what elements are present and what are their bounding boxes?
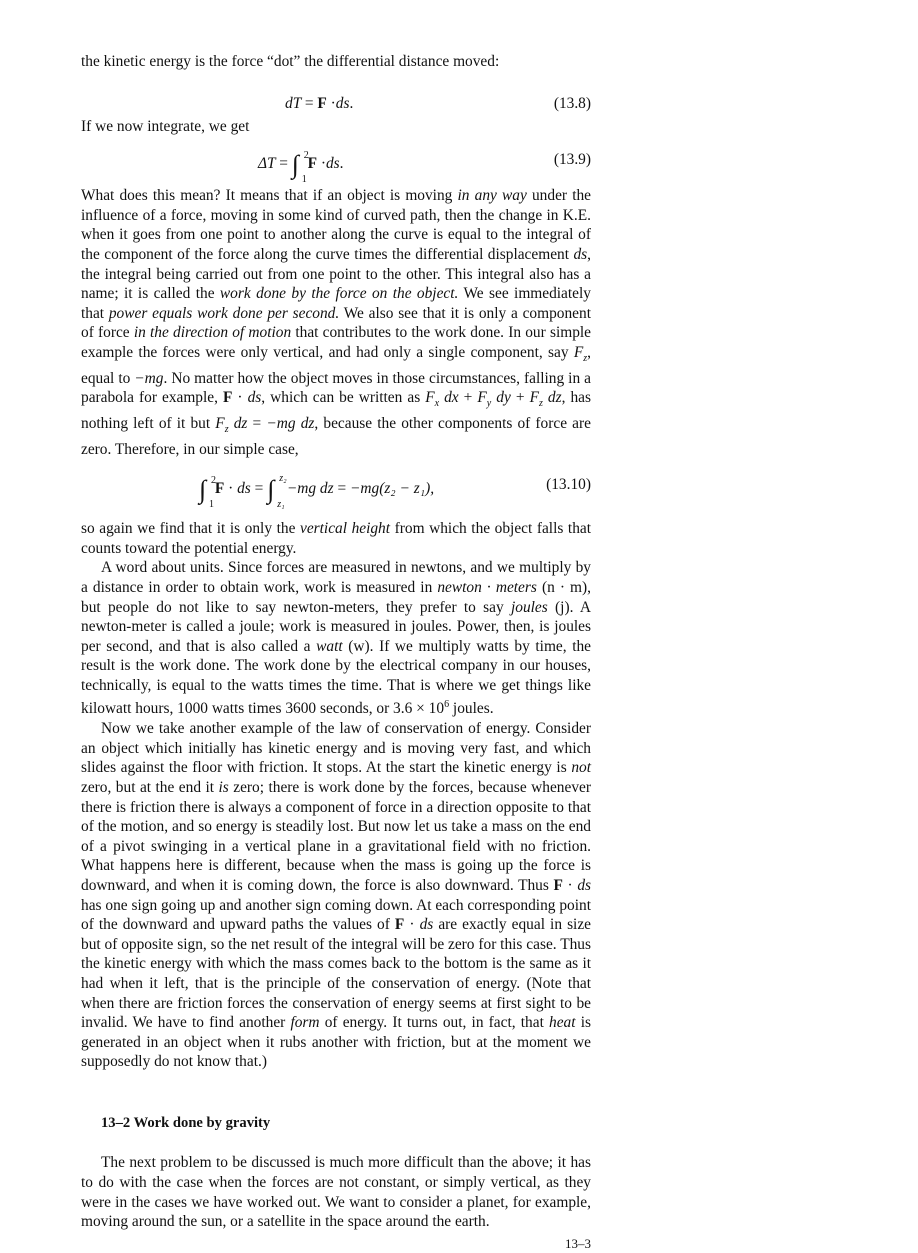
eq-dot: · <box>330 94 336 112</box>
eq-ds: ds <box>237 480 251 498</box>
paragraph-conservation: Now we take another example of the law of conservation of energy. Consider an object which initially has kinetic energy and is moving very fast, and which slides against the floor with friction. It stops. At the start the kinetic energy is not zero, but at the end it is zero; there is work done by the forces, because whenever there is friction there is always a component of force in a direction opposite to that of the motion, and so energy is steadily lost. But now let us take a mass on the end of a pivot swinging in a vertical plane in a gravitational field with no friction. What happens here is different, because when the mass is going up the force is downward, and when it is coming down, the force is also downward. Thus F · ds has one sign going up and another sign coming down. At each corresponding point of the downward and upward paths the values of F · ds are exactly equal in size but of opposite sign, so the net result of the integral will be zero for this case. Thus the kinetic energy with which the mass comes back to the bottom is the same as it had when it left, that is the principle of the conservation of energy. (Note that when there are friction forces the conservation of energy seems at first sight to be invalid. We have to find another form of energy. It turns out, in fact, that heat is generated in an object when it rubs another with friction, but at the moment we supposedly do not know that.) <box>81 720 591 1071</box>
eq-force: F <box>317 94 327 112</box>
paragraph-vertical-height: so again we find that it is only the vertical height from which the object falls that counts toward the potential energy. <box>81 520 591 557</box>
lower-limit: 1 <box>301 174 307 186</box>
intro-line: the kinetic energy is the force “dot” the differential distance moved: <box>81 53 500 70</box>
eq-equals: = <box>304 94 314 112</box>
eq-equals: = <box>279 155 288 173</box>
eq-equals: = <box>254 480 264 498</box>
paragraph-units: A word about units. Since forces are measured in newtons, and we multiply by a distance in order to obtain work, work is measured in newton · meters (n · m), but people do not like to say newton-meters, they prefer to say joules (j). A newton-meter is called a joule; work is measured in joules. Power, then, is joules per second, and that is also called a watt (w). If we multiply watts by time, the result is the work done. The work done by the electrical company in our houses, technically, is equal to the watts times the time. That is where we get things like kilowatt hours, 1000 watts times 3600 seconds, or $3.6 \times 10^6$ joules. <box>81 559 592 718</box>
integral-sign: ∫ <box>267 475 275 505</box>
upper-limit: 2 <box>211 475 216 487</box>
eq-equals: = <box>337 480 347 498</box>
eq-ds: ds <box>325 155 340 173</box>
equation-number: (13.9) <box>553 151 591 169</box>
integral-sign: ∫ <box>291 150 299 180</box>
equation-number: (13.8) <box>553 94 591 112</box>
upper-limit: 2 <box>303 150 309 162</box>
upper-limit: z₂ <box>279 473 287 485</box>
eq-ds: ds <box>335 94 350 112</box>
eq-delta-t: ΔT <box>258 155 276 173</box>
equation-13-9 <box>81 150 591 186</box>
integrate-line: If we now integrate, we get <box>81 117 250 135</box>
page-number: 13–3 <box>565 1235 591 1251</box>
integral-sign: ∫ <box>199 475 207 505</box>
page-content <box>81 52 591 1252</box>
lower-limit: z₁ <box>277 499 285 511</box>
eq-period: . <box>339 155 344 173</box>
eq-period: . <box>349 94 354 112</box>
eq-force: F <box>214 480 225 498</box>
paragraph-work-meaning: What does this mean? It means that if an object is moving in any way under the influence of a force, moving in some kind of curved path, then the change in K.E. when it goes from one point to another along the curve is equal to the integral of the component of the force along the curve times the differential displacement ds, the integral being carried out from one point to the other. This integral also has a name; it is called the work done by the force on the object. We see immediately that power equals work done per second. We also see that it is only a component of force in the direction of motion that contributes to the work done. In our simple example the forces were only vertical, and had only a single component, say $F_z$, equal to −mg. No matter how the object moves in those circumstances, falling in a parabola for example, F · ds, which can be written as $F_x$ dx + $F_y$ dy + $F_z$ dz, has nothing left of it but $F_z$ dz = −mg dz, because the other components of force are zero. Therefore, in our simple case, <box>81 187 592 458</box>
eq-dt: dT <box>285 94 301 112</box>
lower-limit: 1 <box>209 499 214 511</box>
equation-13-8 <box>81 94 591 114</box>
eq-result: −mg(z₂ − z₁), <box>350 480 435 498</box>
eq-dot: · <box>228 480 234 498</box>
eq-force: F <box>307 155 317 173</box>
section-heading: 13–2 Work done by gravity <box>101 1114 271 1131</box>
eq-dot: · <box>320 155 326 173</box>
paragraph-gravity-intro: The next problem to be discussed is much more difficult than the above; it has to do with the case when the forces are not constant, or simply vertical, as they were in the cases we have worked out. We want to consider a planet, for example, moving around the sun, or a satellite in the space around the earth. <box>81 1154 591 1231</box>
equation-13-10 <box>81 473 591 511</box>
eq-integrand: −mg dz <box>286 480 334 498</box>
equation-number: (13.10) <box>546 476 591 494</box>
